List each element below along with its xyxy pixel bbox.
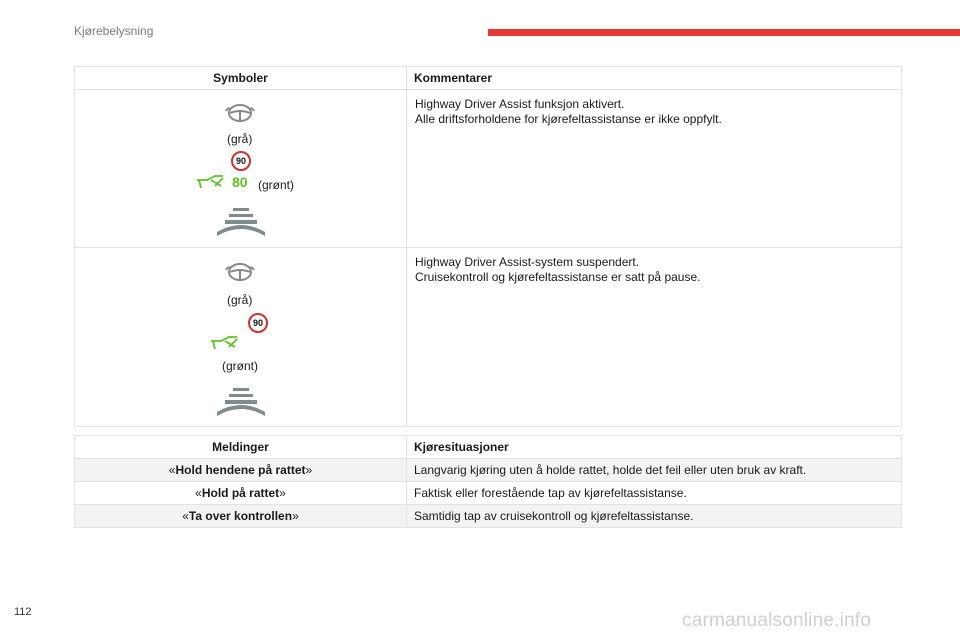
- speed-limit-sign-icon: 90: [248, 313, 268, 333]
- lane-assist-car-icon: [195, 174, 225, 190]
- comment-cell: [407, 90, 902, 248]
- table-row: [75, 482, 902, 505]
- comment-line: Cruisekontroll og kjørefeltassistanse er satt på pause.: [415, 270, 701, 284]
- speed-limit-sign-icon: 90: [231, 151, 251, 171]
- message-text: Ta over kontrollen: [188, 509, 293, 523]
- situation-cell: Samtidig tap av cruisekontroll og kjørefeltassistanse.: [407, 505, 902, 528]
- green-label: (grønt): [258, 178, 294, 192]
- steering-wheel-hands-icon: [225, 101, 255, 125]
- message-text: Hold hendene på rattet: [175, 463, 306, 477]
- symbols-table: [74, 66, 902, 427]
- green-label: (grønt): [222, 359, 258, 373]
- symbols-table-header: [75, 67, 902, 90]
- symbol-cell: [75, 248, 407, 427]
- page-number: 112: [14, 606, 32, 618]
- messages-table-header: [75, 436, 902, 459]
- message-cell: «Hold hendene på rattet»: [75, 459, 407, 482]
- message-cell: «Hold på rattet»: [75, 482, 407, 505]
- messages-table: [74, 435, 902, 528]
- gray-label: (grå): [227, 293, 253, 307]
- comment-line: Alle driftsforholdene for kjørefeltassistanse er ikke oppfylt.: [415, 112, 722, 126]
- symbol-cell: [75, 90, 407, 248]
- comments-header: Kommentarer: [407, 67, 902, 90]
- table-row: [75, 505, 902, 528]
- symbols-header: Symboler: [75, 67, 407, 90]
- steering-wheel-hands-icon: [225, 260, 255, 284]
- header-accent-bar: [488, 29, 960, 36]
- table-row: [75, 248, 902, 427]
- speed-value: 80: [232, 174, 248, 190]
- comment-cell: [407, 248, 902, 427]
- situation-cell: Faktisk eller forestående tap av kjørefeltassistanse.: [407, 482, 902, 505]
- message-text: Hold på rattet: [201, 486, 280, 500]
- message-cell: «Ta over kontrollen»: [75, 505, 407, 528]
- table-row: [75, 90, 902, 248]
- lane-assist-car-icon: [209, 335, 239, 351]
- comment-line: Highway Driver Assist-system suspendert.: [415, 255, 640, 269]
- lane-road-icon: [215, 386, 267, 418]
- comment-line: Highway Driver Assist funksjon aktivert.: [415, 97, 625, 111]
- situation-cell: Langvarig kjøring uten å holde rattet, holde det feil eller uten bruk av kraft.: [407, 459, 902, 482]
- situations-header: Kjøresituasjoner: [407, 436, 902, 459]
- table-row: [75, 459, 902, 482]
- running-header: Kjørebelysning: [74, 24, 154, 38]
- gray-label: (grå): [227, 132, 253, 146]
- messages-header: Meldinger: [75, 436, 407, 459]
- lane-road-icon: [215, 206, 267, 238]
- watermark: carmanualsonline.info: [682, 610, 872, 631]
